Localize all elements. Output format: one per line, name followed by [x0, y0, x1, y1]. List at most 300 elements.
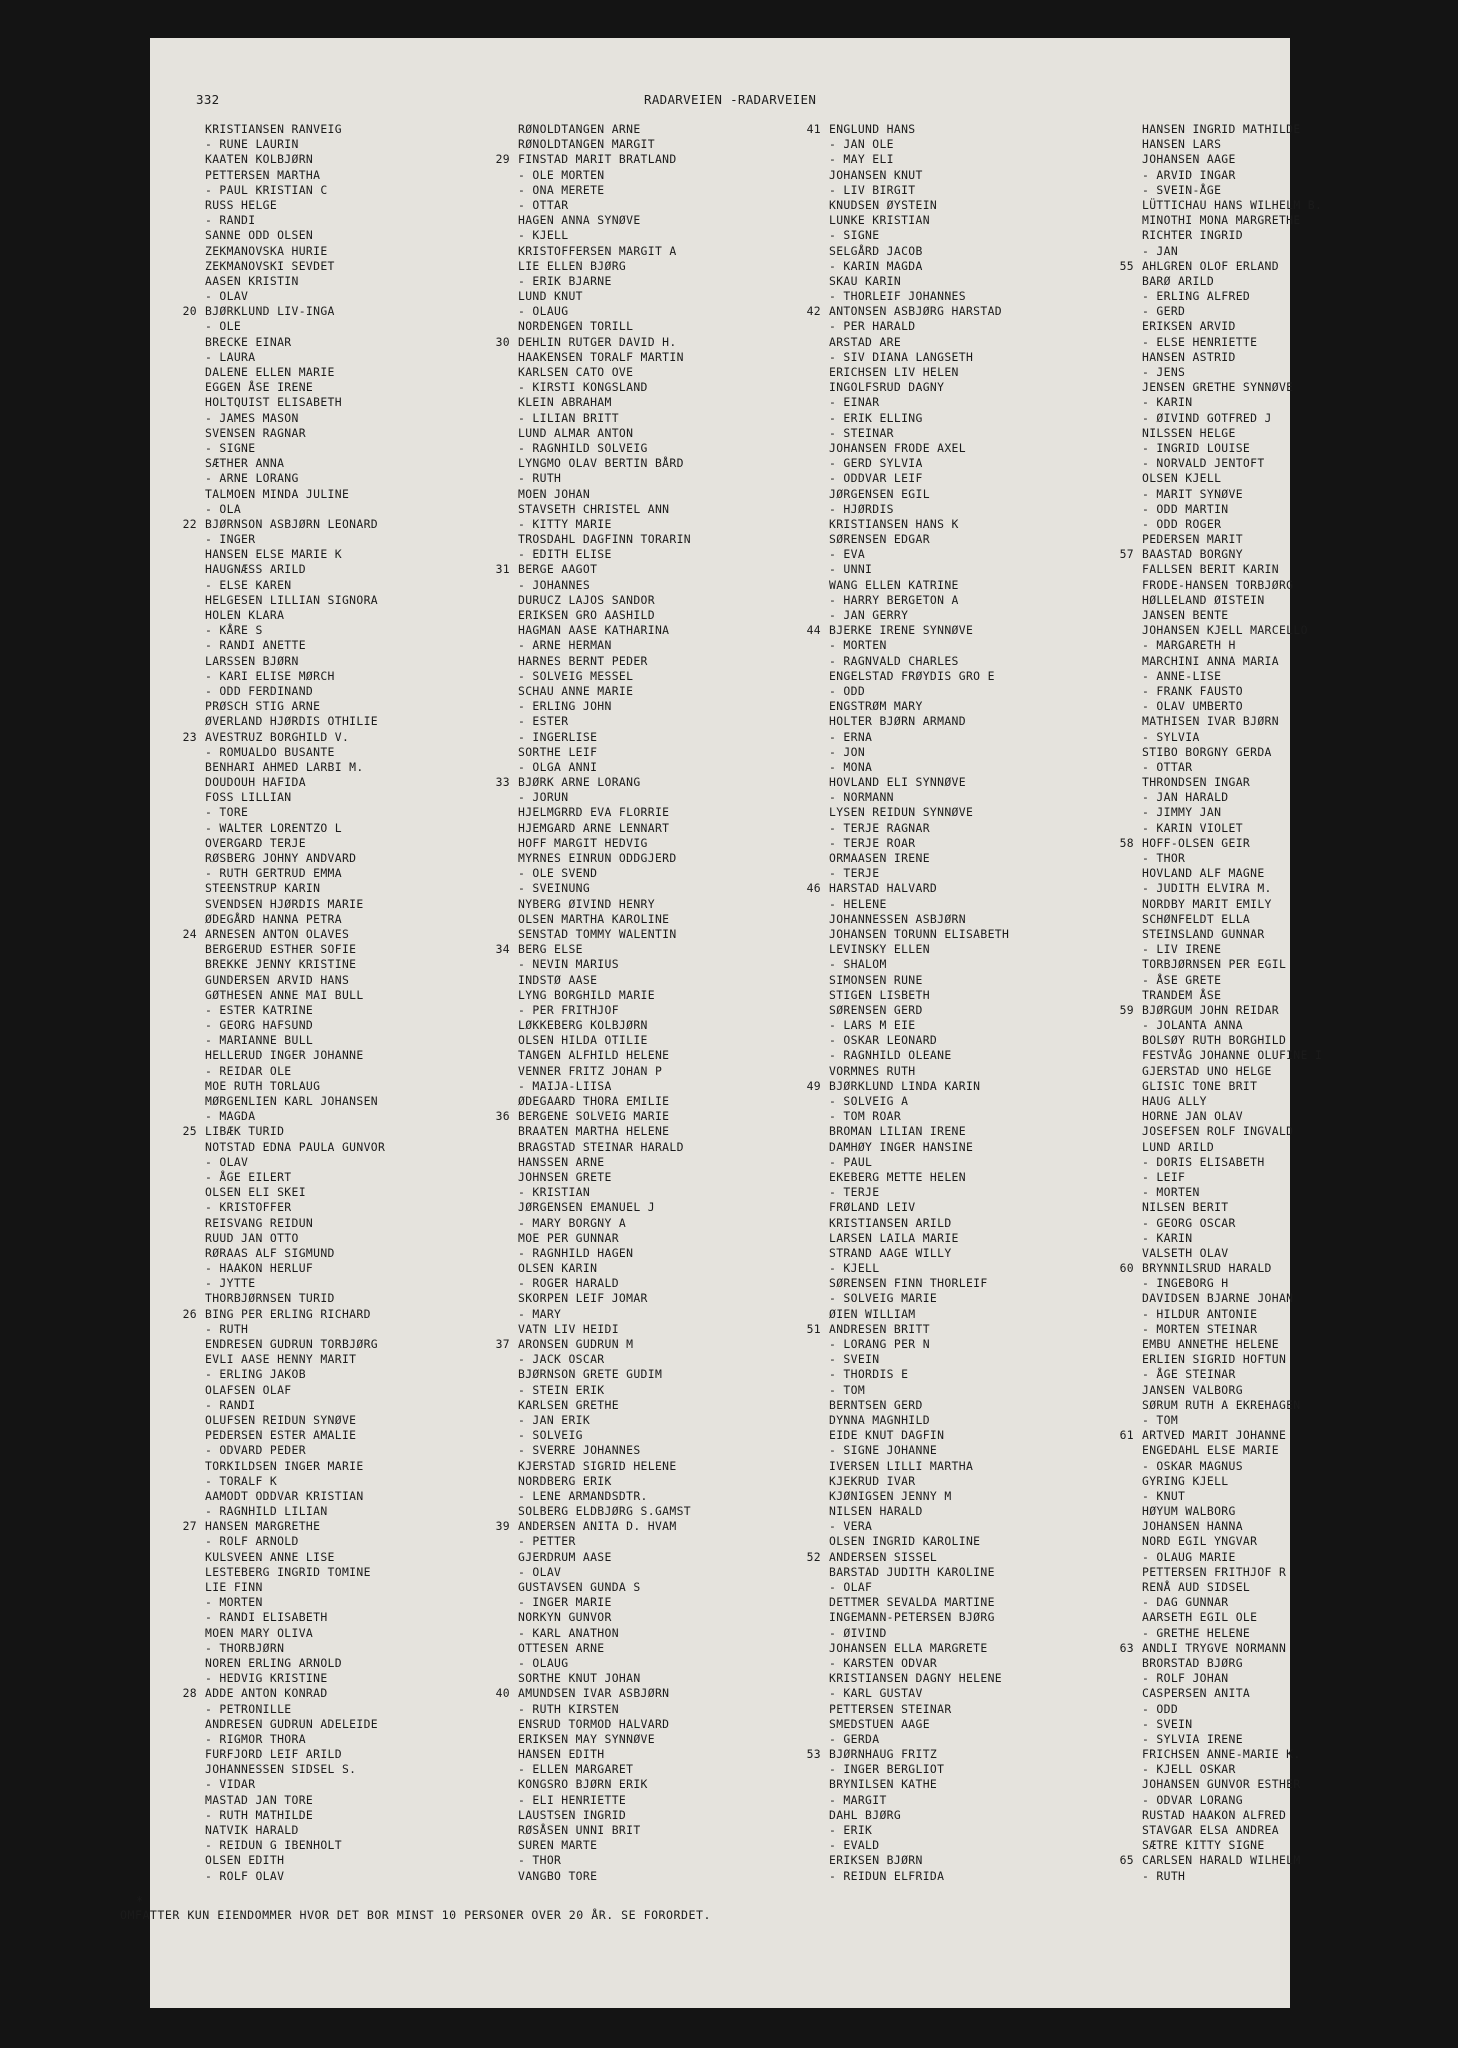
resident-name: - NEVIN MARIUS	[518, 957, 619, 972]
resident-name: VENNER FRITZ JOHAN P	[518, 1063, 663, 1078]
resident-name: FALLSEN BERIT KARIN	[1142, 562, 1279, 577]
resident-name: - RANDI ANETTE	[205, 638, 306, 653]
resident-name: TORKILDSEN INGER MARIE	[205, 1458, 364, 1473]
resident-name: - ONA MERETE	[518, 182, 605, 197]
resident-entry	[205, 1322, 385, 1337]
resident-entry	[829, 973, 1009, 988]
resident-entry	[1142, 289, 1322, 304]
resident-name: NILSSEN HELGE	[1142, 425, 1236, 440]
resident-name: LØKKEBERG KOLBJØRN	[518, 1018, 648, 1033]
resident-name: ERIKSEN GRO AASHILD	[518, 608, 655, 622]
resident-name: - OLAUG	[518, 304, 569, 319]
resident-entry	[205, 1398, 385, 1413]
resident-entry	[518, 1413, 691, 1428]
resident-name: HØLLELAND ØISTEIN	[1142, 592, 1265, 607]
resident-entry	[1142, 1504, 1322, 1519]
resident-entry	[829, 593, 1009, 608]
resident-entry	[205, 1747, 385, 1762]
resident-entry	[1119, 258, 1322, 274]
resident-entry	[518, 957, 691, 972]
resident-entry	[205, 1094, 385, 1109]
resident-name: NORDENGEN TORILL	[518, 319, 634, 334]
resident-name: - MAY ELI	[829, 152, 894, 167]
resident-name: PETTERSEN FRITHJOF R	[1142, 1564, 1287, 1579]
resident-name: ØIEN WILLIAM	[829, 1306, 916, 1321]
resident-entry	[1142, 1838, 1322, 1853]
resident-name: INGOLFSRUD DAGNY	[829, 380, 945, 395]
resident-entry	[518, 1200, 691, 1215]
resident-entry	[1142, 881, 1322, 896]
resident-entry	[829, 578, 1009, 593]
resident-entry	[518, 319, 691, 334]
resident-name: - RAGNHILD SOLVEIG	[518, 440, 648, 455]
resident-entry	[518, 259, 691, 274]
resident-entry	[1142, 1048, 1322, 1063]
resident-name: TROSDAHL DAGFINN TORARIN	[518, 532, 691, 547]
resident-name: - KARSTEN ODVAR	[829, 1655, 938, 1670]
resident-name: - TORALF K	[205, 1473, 278, 1488]
resident-name: LIE FINN	[205, 1580, 263, 1594]
resident-name: - HAAKON HERLUF	[205, 1261, 314, 1276]
resident-name: BENHARI AHMED LARBI M.	[205, 759, 364, 774]
resident-entry	[518, 1626, 691, 1641]
resident-entry	[518, 1489, 691, 1504]
resident-entry	[1142, 714, 1322, 729]
resident-entry	[829, 274, 1009, 289]
resident-name: - UNNI	[829, 562, 873, 577]
resident-name: ARNESEN ANTON OLAVES	[205, 926, 350, 941]
resident-entry	[518, 1443, 691, 1458]
resident-entry	[518, 1853, 691, 1868]
resident-name: - INGRID LOUISE	[1142, 440, 1251, 455]
resident-entry	[205, 638, 385, 653]
resident-name: - SIGNE	[205, 440, 256, 455]
resident-entry	[1119, 835, 1322, 851]
resident-entry	[518, 532, 691, 547]
resident-name: - LENE ARMANDSDTR.	[518, 1488, 648, 1503]
resident-entry	[1142, 1094, 1322, 1109]
resident-name: - OLE SVEND	[518, 866, 598, 881]
resident-entry	[205, 1383, 385, 1398]
resident-entry	[205, 775, 385, 790]
resident-name: - KITTY MARIE	[518, 516, 612, 531]
resident-name: KONGSRO BJØRN ERIK	[518, 1777, 648, 1792]
resident-entry	[518, 654, 691, 669]
resident-name: HARSTAD HALVARD	[829, 881, 938, 896]
resident-entry	[205, 395, 385, 410]
resident-name: - KARIN	[1142, 395, 1193, 410]
resident-entry	[1142, 1732, 1322, 1747]
resident-entry	[1142, 1717, 1322, 1732]
resident-entry	[1142, 775, 1322, 790]
resident-entry	[205, 1064, 385, 1079]
resident-entry	[205, 912, 385, 927]
resident-entry	[1142, 608, 1322, 623]
resident-entry	[518, 623, 691, 638]
resident-name: HELGESEN LILLIAN SIGNORA	[205, 592, 378, 607]
resident-name: - RANDI ELISABETH	[205, 1610, 328, 1625]
resident-entry	[1142, 851, 1322, 866]
resident-entry	[518, 1474, 691, 1489]
resident-entry	[829, 1656, 1009, 1671]
resident-name: SØRENSEN EDGAR	[829, 532, 930, 547]
resident-name: ERIKSEN MAY SYNNØVE	[518, 1731, 655, 1746]
resident-name: - JOHANNES	[518, 577, 591, 592]
house-number: 44	[806, 623, 821, 638]
resident-entry	[1142, 562, 1322, 577]
resident-entry	[829, 395, 1009, 410]
resident-entry	[1142, 821, 1322, 836]
resident-name: ØDEGAARD THORA EMILIE	[518, 1094, 670, 1108]
resident-entry	[829, 851, 1009, 866]
resident-entry	[518, 1398, 691, 1413]
resident-name: BRORSTAD BJØRG	[1142, 1655, 1243, 1670]
resident-entry	[806, 1321, 1009, 1337]
house-number: 51	[806, 1321, 821, 1336]
running-head: RADARVEIEN -RADARVEIEN	[644, 92, 817, 107]
resident-entry	[829, 1610, 1009, 1625]
resident-name: - ELLEN MARGARET	[518, 1762, 634, 1777]
resident-entry	[1142, 897, 1322, 912]
resident-entry	[829, 1018, 1009, 1033]
resident-entry	[518, 411, 691, 426]
resident-entry	[829, 1367, 1009, 1382]
resident-name: ANDRESEN BRITT	[829, 1321, 930, 1336]
resident-name: RØSÅSEN UNNI BRIT	[518, 1823, 641, 1837]
resident-entry	[518, 289, 691, 304]
resident-name: HELLERUD INGER JOHANNE	[205, 1048, 364, 1063]
resident-entry	[518, 547, 691, 562]
resident-name: STEINSLAND GUNNAR	[1142, 926, 1265, 941]
resident-entry	[806, 881, 1009, 896]
resident-name: - SIGNE	[829, 228, 880, 243]
resident-entry	[1142, 456, 1322, 471]
resident-entry	[205, 1595, 385, 1610]
resident-name: AHLGREN OLOF ERLAND	[1142, 258, 1279, 273]
resident-entry	[1142, 988, 1322, 1003]
resident-entry	[205, 350, 385, 365]
resident-entry	[182, 926, 385, 942]
resident-entry	[205, 745, 385, 760]
resident-name: - RUTH KIRSTEN	[518, 1701, 619, 1716]
resident-name: RUSTAD HAAKON ALFRED	[1142, 1807, 1287, 1822]
resident-entry	[182, 304, 385, 319]
resident-name: RICHTER INGRID	[1142, 228, 1243, 243]
resident-entry	[829, 1474, 1009, 1489]
resident-entry	[518, 1580, 691, 1595]
resident-name: MØRGENLIEN KARL JOHANSEN	[205, 1094, 378, 1108]
resident-name: - ØIVIND	[829, 1625, 887, 1640]
resident-name: MYRNES EINRUN ODDGJERD	[518, 851, 677, 865]
resident-entry	[1142, 1064, 1322, 1079]
resident-entry	[518, 1671, 691, 1686]
resident-entry	[205, 1717, 385, 1732]
resident-name: HOLEN KLARA	[205, 608, 285, 622]
resident-entry	[1142, 471, 1322, 486]
resident-name: - LIV IRENE	[1142, 942, 1222, 957]
resident-entry	[1142, 1307, 1322, 1322]
resident-entry	[205, 760, 385, 775]
resident-name: - DAG GUNNAR	[1142, 1595, 1229, 1610]
footnote: OMFATTER KUN EIENDOMMER HVOR DET BOR MINST 10 PERSONER OVER 20 ÅR. SE FORORDET.	[120, 1908, 711, 1922]
resident-entry	[1119, 547, 1322, 562]
resident-entry	[518, 122, 691, 137]
resident-entry	[205, 426, 385, 441]
resident-entry	[518, 1428, 691, 1443]
resident-entry	[495, 775, 691, 790]
house-number: 26	[182, 1306, 197, 1321]
resident-entry	[205, 821, 385, 836]
resident-entry	[829, 456, 1009, 471]
resident-entry	[205, 1550, 385, 1565]
resident-name: SCHAU ANNE MARIE	[518, 683, 634, 698]
resident-name: ERIKSEN BJØRN	[829, 1853, 923, 1868]
resident-entry	[1142, 1246, 1322, 1261]
resident-name: - RAGNHILD LILIAN	[205, 1504, 328, 1519]
resident-entry	[205, 471, 385, 486]
resident-name: - PER FRITHJOF	[518, 1002, 619, 1017]
resident-entry	[829, 714, 1009, 729]
resident-name: - TOM	[829, 1382, 866, 1397]
resident-name: EVLI AASE HENNY MARIT	[205, 1352, 357, 1367]
resident-entry	[518, 198, 691, 213]
resident-entry	[495, 152, 691, 167]
resident-name: - LARS M EIE	[829, 1018, 916, 1033]
resident-name: - MORTEN STEINAR	[1142, 1321, 1258, 1336]
resident-name: ADDE ANTON KONRAD	[205, 1686, 328, 1701]
resident-entry	[1142, 957, 1322, 972]
resident-entry	[518, 714, 691, 729]
resident-name: - JOLANTA ANNA	[1142, 1018, 1243, 1033]
resident-entry	[1142, 1656, 1322, 1671]
resident-entry	[829, 228, 1009, 243]
resident-name: - TERJE	[829, 1185, 880, 1200]
resident-name: OVERGARD TERJE	[205, 835, 306, 850]
resident-entry	[829, 1459, 1009, 1474]
resident-name: JOHANSEN GUNVOR ESTHER	[1142, 1777, 1301, 1792]
resident-name: ANDRESEN GUDRUN ADELEIDE	[205, 1716, 378, 1731]
resident-entry	[1142, 1443, 1322, 1458]
resident-name: - LORANG PER N	[829, 1337, 930, 1351]
resident-entry	[205, 152, 385, 167]
resident-name: HANSSEN ARNE	[518, 1154, 605, 1169]
resident-name: - PETRONILLE	[205, 1701, 292, 1716]
resident-entry	[205, 1474, 385, 1489]
resident-name: ØVERLAND HJØRDIS OTHILIE	[205, 714, 378, 729]
resident-name: - REIDUN ELFRIDA	[829, 1868, 945, 1883]
resident-name: - INGER	[205, 532, 256, 547]
resident-entry	[829, 1033, 1009, 1048]
resident-entry	[829, 1565, 1009, 1580]
resident-entry	[829, 1489, 1009, 1504]
resident-name: NORD EGIL YNGVAR	[1142, 1534, 1258, 1549]
resident-name: CASPERSEN ANITA	[1142, 1686, 1251, 1701]
resident-name: EIDE KNUT DAGFIN	[829, 1428, 945, 1443]
resident-name: FINSTAD MARIT BRATLAND	[518, 152, 677, 167]
resident-entry	[518, 988, 691, 1003]
resident-entry	[518, 1838, 691, 1853]
resident-name: - ROMUALDO BUSANTE	[205, 744, 335, 759]
resident-name: MATHISEN IVAR BJØRN	[1142, 714, 1279, 729]
resident-name: OLSEN MARTHA KAROLINE	[518, 911, 670, 926]
resident-name: - SOLVEIG MARIE	[829, 1291, 938, 1306]
resident-entry	[829, 1094, 1009, 1109]
resident-entry	[1142, 654, 1322, 669]
resident-entry	[518, 684, 691, 699]
resident-name: - SOLVEIG	[518, 1428, 583, 1443]
resident-entry	[182, 516, 385, 532]
resident-entry	[518, 350, 691, 365]
resident-name: TALMOEN MINDA JULINE	[205, 486, 350, 501]
resident-entry	[1142, 411, 1322, 426]
resident-name: - KARIN MAGDA	[829, 258, 923, 273]
resident-entry	[205, 1428, 385, 1443]
resident-entry	[205, 1246, 385, 1261]
resident-name: LYSEN REIDUN SYNNØVE	[829, 805, 974, 820]
resident-entry	[518, 1793, 691, 1808]
resident-name: BJØRKLUND LINDA KARIN	[829, 1078, 981, 1093]
resident-entry	[1142, 760, 1322, 775]
resident-name: - RAGNHILD OLEANE	[829, 1048, 952, 1063]
resident-entry	[1142, 1869, 1322, 1884]
resident-name: - JAN HARALD	[1142, 790, 1229, 805]
resident-name: - THORBJØRN	[205, 1640, 285, 1655]
resident-name: ENGSTRØM MARY	[829, 699, 923, 714]
resident-name: AAMODT ODDVAR KRISTIAN	[205, 1488, 364, 1503]
resident-entry	[806, 1747, 1009, 1762]
resident-entry	[1142, 1216, 1322, 1231]
resident-entry	[1142, 304, 1322, 319]
resident-entry	[495, 1519, 691, 1534]
resident-entry	[518, 1352, 691, 1367]
resident-entry	[829, 608, 1009, 623]
resident-entry	[518, 1124, 691, 1139]
resident-name: - JAN ERIK	[518, 1412, 591, 1427]
resident-entry	[1142, 137, 1322, 152]
resident-name: - RANDI	[205, 213, 256, 228]
resident-name: HAUG ALLY	[1142, 1094, 1207, 1108]
resident-entry	[518, 1291, 691, 1306]
resident-entry	[829, 1702, 1009, 1717]
resident-name: FRICHSEN ANNE-MARIE K.	[1142, 1747, 1301, 1762]
resident-name: BJØRKLUND LIV-INGA	[205, 304, 335, 319]
resident-entry	[1142, 1686, 1322, 1701]
resident-entry	[518, 638, 691, 653]
resident-name: SÆTRE KITTY SIGNE	[1142, 1838, 1265, 1853]
resident-entry	[829, 380, 1009, 395]
resident-entry	[205, 1534, 385, 1549]
resident-entry	[518, 730, 691, 745]
house-number: 49	[806, 1078, 821, 1093]
resident-name: SOLBERG ELDBJØRG S.GAMST	[518, 1504, 691, 1519]
resident-name: JOHANSEN KNUT	[829, 167, 923, 182]
resident-name: - MARY BORGNY A	[518, 1215, 627, 1230]
house-number: 59	[1119, 1002, 1134, 1017]
resident-entry	[205, 441, 385, 456]
resident-name: DEHLIN RUTGER DAVID H.	[518, 334, 677, 349]
resident-name: - ODD MARTIN	[1142, 501, 1229, 516]
resident-entry	[829, 897, 1009, 912]
resident-name: - DORIS ELISABETH	[1142, 1154, 1265, 1169]
resident-entry	[1142, 502, 1322, 517]
house-number: 46	[806, 881, 821, 896]
resident-name: - JAN	[1142, 243, 1179, 258]
resident-name: STAVGAR ELSA ANDREA	[1142, 1823, 1279, 1837]
resident-name: DAHL BJØRG	[829, 1807, 902, 1822]
resident-entry	[1142, 973, 1322, 988]
resident-entry	[1142, 1200, 1322, 1215]
resident-name: - VIDAR	[205, 1777, 256, 1792]
resident-entry	[205, 1291, 385, 1306]
resident-entry	[518, 441, 691, 456]
resident-entry	[1142, 1519, 1322, 1534]
resident-entry	[829, 775, 1009, 790]
resident-entry	[1142, 1383, 1322, 1398]
resident-name: JOHANSEN HANNA	[1142, 1519, 1243, 1534]
resident-entry	[1142, 441, 1322, 456]
resident-entry	[1142, 790, 1322, 805]
resident-entry	[182, 729, 385, 745]
resident-name: - ODD ROGER	[1142, 516, 1222, 531]
resident-name: - KRISTIAN	[518, 1185, 591, 1200]
resident-name: INGEMANN-PETERSEN BJØRG	[829, 1610, 995, 1625]
resident-name: NATVIK HARALD	[205, 1823, 299, 1837]
resident-name: BROMAN LILIAN IRENE	[829, 1124, 966, 1139]
resident-name: - KNUT	[1142, 1488, 1186, 1503]
resident-entry	[518, 380, 691, 395]
resident-name: - SVERRE JOHANNES	[518, 1443, 641, 1458]
resident-entry	[829, 502, 1009, 517]
resident-entry	[205, 1762, 385, 1777]
resident-entry	[1142, 1140, 1322, 1155]
resident-name: - ARNE LORANG	[205, 471, 299, 486]
resident-name: AASEN KRISTIN	[205, 273, 299, 288]
footnote-mark: *	[136, 1894, 144, 1908]
resident-entry	[829, 365, 1009, 380]
resident-name: OLSEN ELI SKEI	[205, 1185, 306, 1200]
resident-entry	[205, 1504, 385, 1519]
resident-name: SØRUM RUTH A EKREHAGEN	[1142, 1397, 1301, 1412]
resident-entry	[1142, 593, 1322, 608]
resident-entry	[829, 244, 1009, 259]
resident-name: - TERJE RAGNAR	[829, 820, 930, 835]
resident-entry	[518, 1185, 691, 1200]
resident-name: FRODE-HANSEN TORBJØRG	[1142, 577, 1294, 592]
resident-entry	[1119, 1428, 1322, 1443]
resident-name: LAUSTSEN INGRID	[518, 1807, 627, 1822]
resident-entry	[829, 1170, 1009, 1185]
resident-name: - ERLING JAKOB	[205, 1367, 306, 1382]
resident-name: NILSEN HARALD	[829, 1504, 923, 1519]
house-number: 28	[182, 1686, 197, 1701]
resident-name: CARLSEN HARALD WILHELM	[1142, 1853, 1301, 1868]
resident-entry	[518, 517, 691, 532]
resident-name: - REIDUN G IBENHOLT	[205, 1838, 342, 1853]
resident-name: ARONSEN GUDRUN M	[518, 1337, 634, 1351]
resident-name: - ROLF ARNOLD	[205, 1534, 299, 1549]
resident-name: - JAN OLE	[829, 137, 894, 152]
resident-entry	[829, 152, 1009, 167]
resident-name: - ROLF JOHAN	[1142, 1671, 1229, 1686]
resident-name: THORBJØRNSEN TURID	[205, 1291, 335, 1306]
resident-name: - KARI ELISE MØRCH	[205, 668, 335, 683]
resident-name: - REIDAR OLE	[205, 1063, 292, 1078]
resident-entry	[205, 988, 385, 1003]
resident-name: BAASTAD BORGNY	[1142, 547, 1243, 562]
resident-name: SENSTAD TOMMY WALENTIN	[518, 926, 677, 941]
resident-name: ØDEGÅRD HANNA PETRA	[205, 911, 342, 926]
resident-entry	[1142, 1580, 1322, 1595]
